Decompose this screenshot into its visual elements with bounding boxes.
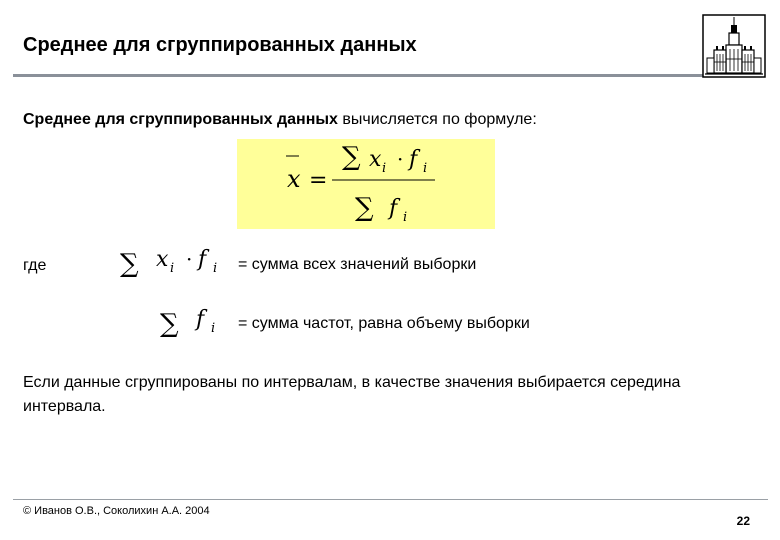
intro-bold-text: Среднее для сгруппированных данных [23, 111, 338, 128]
numerator-f-index: i [423, 161, 428, 176]
interval-note: Если данные сгруппированы по интервалам, в качестве значения выбирается середина интервала. [23, 374, 681, 415]
sum-xf-expression [118, 234, 234, 278]
sum-frequencies-description: = сумма частот, равна объему выборки [238, 315, 530, 332]
sum-f-symbol: ∑ [160, 309, 179, 338]
sum-f-expression [158, 294, 228, 338]
denominator-f: f [389, 196, 398, 221]
numerator-x-index: i [382, 161, 387, 176]
numerator-x: x [369, 147, 382, 172]
formula-intro [23, 111, 537, 129]
denominator-f-index: i [403, 210, 408, 225]
numerator-f: f [409, 147, 418, 172]
copyright-text: © Иванов О.В., Соколихин А.А. 2004 [23, 505, 210, 517]
footer-divider [13, 499, 768, 500]
sum-f-f-index: i [211, 321, 216, 336]
sum-xf-symbol: ∑ [120, 249, 139, 278]
sum-xf-f: f [198, 247, 207, 272]
numerator-dot: · [397, 147, 404, 171]
university-building-logo [702, 14, 766, 78]
mean-x: x [287, 165, 301, 193]
sum-xf-f-index: i [213, 261, 218, 276]
sum-xf-x: x [156, 247, 169, 272]
mean-formula-box [237, 139, 495, 229]
denominator-sum-symbol: ∑ [355, 193, 374, 223]
sum-values-description: = сумма всех значений выборки [238, 256, 477, 273]
slide-title: Среднее для сгруппированных данных [23, 34, 417, 56]
sum-xf-x-index: i [170, 261, 175, 276]
where-label: где [23, 257, 47, 274]
equals-sign: = [309, 168, 328, 193]
mean-formula [237, 139, 495, 229]
sum-f-f: f [196, 307, 205, 332]
sum-xf-dot: · [186, 247, 193, 271]
title-divider [13, 74, 703, 77]
intro-rest-text: вычисляется по формуле: [337, 111, 537, 128]
numerator-sum-symbol: ∑ [342, 142, 361, 172]
page-number: 22 [736, 514, 750, 528]
